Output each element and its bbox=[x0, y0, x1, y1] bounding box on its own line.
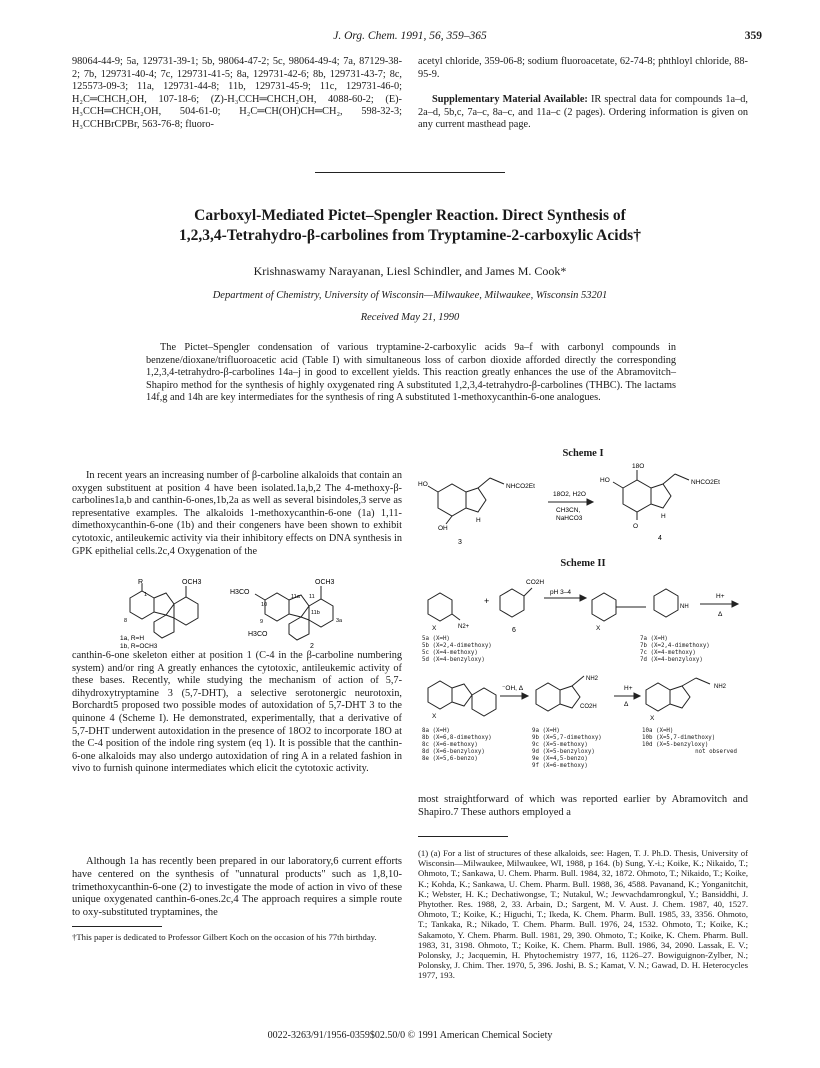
compound-list-9 bbox=[532, 728, 602, 770]
compound-list-7 bbox=[640, 636, 710, 664]
previous-article-registry: 98064-44-9; 5a, 129731-39-1; 5b, 98064-47-2; 5c, 98064-49-4; 7a, 87129-38-2; 7b, 129731-40-4; 7c, 129731-41-5; 8a, 129731-42-6; 8b, 129731-43-7; 8c, 125573-09-3; 11a, 129731-44-8; 11b, 129731-45-9; 11c, 129731-46-0; H₂C═CHCH₂OH, 107-18-6; (Z)-H₃CCH═CHCH₂OH, 4088-60-2; (E)-H₃CCH═CHCH₂OH, 504-61-0; H₂C═CH(OH)CH═CH₂, 598-32-3; H₃CCHBrCPBr, 563-76-8; fluoro- bbox=[72, 56, 402, 130]
ring-a-1 bbox=[130, 591, 154, 619]
indole-benzo-10 bbox=[646, 683, 670, 711]
struct-num-1: 1 bbox=[144, 592, 148, 598]
list-item: 5d (X=4-benzyloxy) bbox=[422, 657, 485, 663]
s1-oh: OH bbox=[438, 525, 448, 532]
aryl-diazonium-ring bbox=[428, 593, 452, 621]
compound-list-8 bbox=[422, 728, 492, 763]
s2-x-3: X bbox=[432, 713, 437, 720]
s2-x-1: X bbox=[432, 625, 437, 632]
s2-x-2: X bbox=[596, 625, 601, 632]
list-item: 8e (X=5,6-benzo) bbox=[422, 756, 478, 762]
ring-d-2 bbox=[289, 617, 309, 640]
dedication-footnote: †This paper is dedicated to Professor Gilbert Koch on the occasion of his 77th birthday. bbox=[72, 932, 377, 942]
hydrazone-aryl-ring bbox=[592, 593, 616, 621]
s2-nh: NH bbox=[680, 604, 689, 610]
struct-num-11: 11 bbox=[309, 594, 315, 600]
struct-num-9: 9 bbox=[260, 619, 264, 625]
page-number: 359 bbox=[744, 30, 762, 42]
list-item: 9c (X=5-methoxy) bbox=[532, 742, 588, 748]
previous-article-registry-end: acetyl chloride, 359-06-8; sodium fluoroacetate, 62-74-8; phthloyl chloride, 88-95-9. bbox=[418, 56, 748, 80]
journal-citation: J. Org. Chem. 1991, 56, 359–365 bbox=[333, 30, 487, 42]
list-item: 7b (X=2,4-dimethoxy) bbox=[640, 643, 710, 649]
ring-a-2 bbox=[265, 593, 289, 621]
footnote-rule bbox=[72, 926, 162, 927]
list-item: 8a (X=H) bbox=[422, 728, 450, 734]
struct-num-11b: 11b bbox=[311, 610, 320, 616]
right-body-text: most straightforward of which was reported earlier by Abramovitch and Shapiro.7 These authors employed a bbox=[418, 794, 748, 818]
quinone-pyrrole-4 bbox=[651, 484, 671, 508]
s1-h-1: H bbox=[476, 517, 481, 524]
indole-benzo-9 bbox=[536, 683, 560, 711]
piperidinone-ring bbox=[500, 589, 524, 617]
affiliation: Department of Chemistry, University of Wisconsin—Milwaukee, Milwaukee, Wisconsin 53201 bbox=[212, 290, 608, 301]
label-1b: 1b, R=OCH3 bbox=[120, 643, 158, 650]
structures-1-2 bbox=[100, 578, 390, 650]
s2-cond-5: H+ bbox=[624, 685, 633, 692]
plus-sign: + bbox=[484, 596, 490, 606]
title-line-2: 1,2,3,4-Tetrahydro-β-carbolines from Tryptamine-2-carboxylic Acids† bbox=[179, 227, 641, 244]
struct-h3co-2: H3CO bbox=[248, 631, 268, 638]
struct-num-8: 8 bbox=[124, 618, 128, 624]
title-line-1: Carboxyl-Mediated Pictet–Spengler Reaction. Direct Synthesis of bbox=[194, 207, 626, 224]
hydrazone-lactam-ring bbox=[654, 589, 678, 617]
indole-pyrrole-9 bbox=[560, 686, 580, 708]
supplementary-material bbox=[418, 94, 748, 132]
mechanism-text: canthin-6-one skeleton either at position 1 (C-4 in the β-carboline numbering system) and/or ring A greatly enhances the cytotoxic, antileukemic activity of these bases. Recently, while studying the mechanism of action of 5,7-dihydroxytryptamine 3 (5,7-DHT), a selective serotonergic neurotoxin, Borchardt5 proposed two possible modes of autoxidation of 5,7-DHT 3 to the quinone 4 (Scheme I). He demonstrated, experimentally, that a derivative of 5,7-DHT underwent autoxidation in the presence of 18O2 to incorporate 18O at the C-4 position of the indole ring system (eq 1). It is possible that the canthin-6-one alkaloids may also undergo autoxidation of ring A in a related fashion in vivo to furnish quinone intermediates which elicit the cytotoxic activity. bbox=[72, 650, 402, 775]
scheme-1-label: Scheme I bbox=[562, 448, 604, 459]
s2-cond-6: Δ bbox=[624, 701, 629, 708]
intro-text: In recent years an increasing number of β-carboline alkaloids that contain an oxygen substituent at position 4 have been isolated.1a,b,2 The 4-methoxy-β-carbolines1a,b and canthin-6-ones,1b,2a as well as several bisindoles,3 serve as representative examples. The alkaloids 1-methoxycanthin-6-one (1a) 1,11-dimethoxycanthin-6-one (1b) and their congeners have been shown to exhibit cytotoxic, antileukemic activity via their inhibitory effects on DNA synthesis in GPK epithelial cells.2c,4 Oxygenation of the bbox=[72, 470, 402, 557]
list-item: 5c (X=4-methoxy) bbox=[422, 650, 478, 656]
carboline-pyrrole-8 bbox=[452, 684, 472, 706]
list-item: 9d (X=5-benzyloxy) bbox=[532, 749, 595, 755]
supplementary-label: Supplementary Material Available: bbox=[432, 94, 588, 105]
struct-num-10: 10 bbox=[261, 602, 268, 608]
approach-text: Although 1a has recently been prepared in our laboratory,6 current efforts have centered on the synthesis of "unnatural products" such as 1,8,10-trimethoxycanthin-6-one (2) to investigate the mode of action in vivo of these unique oxygenated canthin-6-ones.2c,4 The approach requires a simple route to oxy-substituted tryptamines, the bbox=[72, 856, 402, 919]
list-item: not observed bbox=[695, 749, 737, 755]
compound-3: 3 bbox=[458, 539, 462, 546]
compound-6: 6 bbox=[512, 627, 516, 634]
struct-och3-1: OCH3 bbox=[182, 579, 202, 586]
s2-nh2-b: NH2 bbox=[714, 684, 727, 690]
struct-num-3a: 3a bbox=[336, 618, 343, 624]
abstract: The Pictet–Spengler condensation of various tryptamine-2-carboxylic acids 9a–f with carbonyl compounds in benzene/dioxane/trifluoroacetic acid (Table I) with simultaneous loss of carbon dioxide afforded directly the corresponding 1,2,3,4-tetrahydro-β-carbolines 14a–j in good to excellent yields. This reaction greatly enhances the use of the Abramovitch–Shapiro method for the synthesis of highly oxygenated ring A substituted 1,2,3,4-tetrahydro-β-carbolines (THBC). The lactams 14f,g and 14h are key intermediates for the synthesis of ring A substituted 1-methoxycanthin-6-one analogues. bbox=[146, 342, 676, 404]
scheme-1-diagram bbox=[418, 462, 748, 552]
copyright-footer: 0022-3263/91/1956-0359$02.50/0 © 1991 American Chemical Society bbox=[267, 1030, 553, 1041]
s2-co2h-2: CO2H bbox=[580, 704, 597, 710]
compound-list-10 bbox=[642, 728, 737, 756]
s2-cond-4: ⁻OH, Δ bbox=[502, 685, 524, 692]
s2-x-4: X bbox=[650, 715, 655, 722]
supplementary-text: IR spectral data for compounds 1a–d, 2a–d, 5b,c, 7a–c, 8a–c, and 11a–c (2 pages). Ordering information is given on any current masthead page. bbox=[418, 94, 748, 131]
indole-pyrrole-10 bbox=[670, 686, 690, 708]
s1-reagent-2: CH3CN, bbox=[556, 507, 581, 514]
list-item: 9f (X=6-methoxy) bbox=[532, 763, 588, 769]
carboline-benzo-8 bbox=[428, 681, 452, 709]
list-item: 8b (X=6,8-dimethoxy) bbox=[422, 735, 492, 741]
s1-reagent-3: NaHCO3 bbox=[556, 515, 583, 522]
article-title bbox=[60, 206, 760, 246]
s2-cond-1: pH 3–4 bbox=[550, 589, 571, 596]
compound-2: 2 bbox=[310, 643, 314, 650]
list-item: 9a (X=H) bbox=[532, 728, 560, 734]
body-paragraph-2 bbox=[72, 650, 402, 776]
s2-co2h: CO2H bbox=[526, 579, 545, 586]
scheme-2-label: Scheme II bbox=[560, 558, 606, 569]
list-item: 9b (X=5,7-dimethoxy) bbox=[532, 735, 602, 741]
list-item: 8d (X=6-benzyloxy) bbox=[422, 749, 485, 755]
struct-h3co-1: H3CO bbox=[230, 589, 250, 596]
list-item: 10b (X=5,7-dimethoxy) bbox=[642, 735, 716, 741]
s1-o-bottom: O bbox=[633, 523, 639, 530]
section-divider bbox=[315, 172, 505, 173]
list-item: 9e (X=4,5-benzo) bbox=[532, 756, 588, 762]
received-date: Received May 21, 1990 bbox=[360, 312, 460, 323]
s1-h-2: H bbox=[661, 513, 666, 520]
s1-ho-1: HO bbox=[418, 481, 428, 488]
list-item: 7d (X=4-benzyloxy) bbox=[640, 657, 703, 663]
body-paragraph-3 bbox=[72, 856, 402, 920]
s1-18o: 18O bbox=[632, 463, 645, 470]
list-item: 5a (X=H) bbox=[422, 636, 450, 642]
s1-ho-2: HO bbox=[600, 477, 610, 484]
quinone-ring-4 bbox=[623, 480, 651, 512]
carboline-lactam-8 bbox=[472, 688, 496, 716]
label-1a: 1a, R=H bbox=[120, 635, 145, 642]
struct-och3-2: OCH3 bbox=[315, 579, 335, 586]
list-item: 5b (X=2,4-dimethoxy) bbox=[422, 643, 492, 649]
indole-benzene-3 bbox=[438, 484, 466, 516]
scheme-2-bottom bbox=[418, 666, 748, 736]
authors: Krishnaswamy Narayanan, Liesl Schindler, and James M. Cook* bbox=[253, 264, 567, 278]
s1-nhco2et-2: NHCO2Et bbox=[691, 479, 720, 486]
ring-d-1 bbox=[154, 615, 174, 638]
list-item: 7a (X=H) bbox=[640, 636, 668, 642]
struct-num-11a: 11a bbox=[291, 594, 300, 600]
references-rule bbox=[418, 836, 508, 837]
s1-reagent-1: 18O2, H2O bbox=[553, 491, 586, 498]
list-item: 10a (X=H) bbox=[642, 728, 674, 734]
s2-nh2: NH2 bbox=[586, 676, 599, 682]
compound-4: 4 bbox=[658, 535, 662, 542]
ring-b-1 bbox=[154, 593, 174, 615]
s2-n2: N2+ bbox=[458, 624, 470, 630]
struct-r: R bbox=[138, 579, 144, 586]
s2-cond-2: H+ bbox=[716, 593, 725, 600]
s2-cond-3: Δ bbox=[718, 611, 723, 618]
list-item: 8c (X=6-methoxy) bbox=[422, 742, 478, 748]
compound-list-5 bbox=[422, 636, 492, 664]
list-item: 10d (X=5-benzyloxy) bbox=[642, 742, 709, 748]
ring-c-1 bbox=[174, 597, 198, 625]
body-paragraph-1 bbox=[72, 470, 402, 558]
references: (1) (a) For a list of structures of these alkaloids, see: Hagen, T. J. Ph.D. Thesis, University of Wisconsin—Milwaukee, Milwaukee, WI, 1988, p 164. (b) Sung, Y.-i.; Koike, K.; Nikaido, T.; Ohmoto, T.; Sankawa, U. Chem. Pharm. Bull. 1984, 32, 1872. Ohmoto, T.; Nikaido, T.; Koike, K.; Kohda, K.; Sankawa, U. Chem. Pharm. Bull. 1988, 36, 4588. Pavanand, K.; Yonganitchit, K.; Webster, H. K.; Dechatiwongse, T.; Nutakul, W.; Jewvachdamrongkul, Y.; Bansiddhi, J. Phytother. Res. 1988, 2, 33. Arbain, D.; Sargent, M. V. Aust. J. Chem. 1987, 40, 1527. Ohmoto, T.; Koike, K.; Higuchi, T.; Ikeda, K. Chem. Pharm. Bull. 1985, 33, 3356. Ohmoto, T.; Tankaka, R.; Nikado, T. Chem. Pharm. Bull. 1976, 24, 1532. Ohmoto, T.; Koike, K.; Sakamoto, Y. Chem. Pharm. Bull. 1981, 29, 390. Ohmoto, T.; Koike, K. Chem. Pharm. Bull. 1983, 31, 3198. Ohmoto, T.; Koike, K. Chem. Pharm. Bull. 1986, 34, 2090. Lassak, E. V.; Polonsky, J.; Jacquemin, H. Phytochemistry 1977, 16, 1126–27. Bowiguignon-Zylber, N.; Polonsky, J. Chim. Ther. 1970, 5, 396. Joshi, B. S.; Kamat, V. N.; Gawad, D. H. Heterocycles 1977, 193. bbox=[418, 848, 748, 981]
list-item: 7c (X=4-methoxy) bbox=[640, 650, 696, 656]
s1-nhco2et-1: NHCO2Et bbox=[506, 483, 535, 490]
indole-pyrrole-3 bbox=[466, 488, 486, 512]
